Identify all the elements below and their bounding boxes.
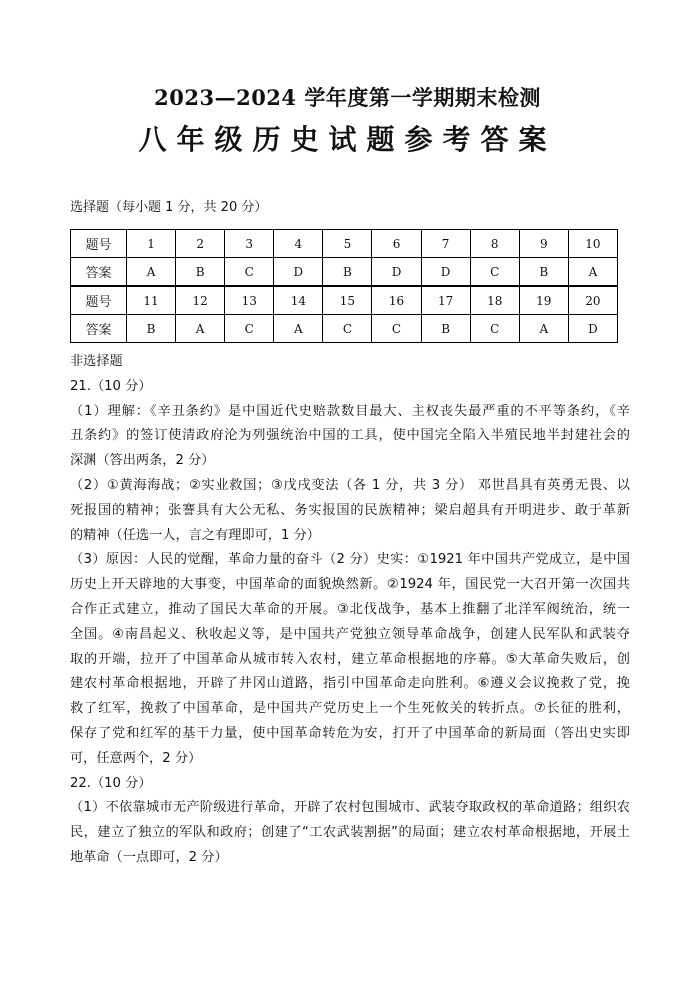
question-21-heading: 21.（10 分） — [70, 378, 152, 394]
answer-cell: B — [176, 258, 225, 287]
mc-section-label: 选择题（每小题 1 分，共 20 分） — [70, 200, 268, 215]
answer-line: 建农村革命根据地，开辟了井冈山道路，指引中国革命走向胜利。⑥遵义会议挽救了党，挽 — [70, 676, 630, 692]
table-row — [71, 315, 618, 343]
answer-line: 合作正式建立，推动了国民大革命的开展。③北伐战争，基本上推翻了北洋军阀统治，统一 — [70, 601, 630, 617]
page-subtitle: 八年级历史试题参考答案 — [138, 123, 557, 156]
answer-line: 的精神（任选一人，言之有理即可，1 分） — [70, 527, 320, 543]
question-number: 6 — [372, 230, 421, 258]
answer-cell: A — [127, 258, 176, 287]
answer-label: 答案 — [71, 315, 127, 343]
answer-cell: B — [421, 315, 470, 343]
question-number: 19 — [519, 286, 568, 315]
answer-cell: D — [274, 258, 323, 287]
answer-line: 取的开端，拉开了中国革命从城市转入农村，建立革命根据地的序幕。⑤大革命失败后，创 — [70, 651, 630, 667]
question-number: 11 — [127, 286, 176, 315]
page-title: 2023—2024 学年度第一学期期末检测 — [154, 85, 541, 110]
answer-cell: A — [519, 315, 568, 343]
question-number: 4 — [274, 230, 323, 258]
table-row — [71, 258, 618, 287]
question-number: 17 — [421, 286, 470, 315]
answer-line: 历史上开天辟地的大事变，中国革命的面貌焕然新。②1924 年，国民党一大召开第一次国共 — [70, 577, 630, 593]
question-number: 12 — [176, 286, 225, 315]
answer-line: （3）原因：人民的觉醒，革命力量的奋斗（2 分）史实：①1921 年中国共产党成立，是中国 — [70, 552, 630, 568]
question-number: 8 — [470, 230, 519, 258]
answer-cell: D — [421, 258, 470, 287]
question-number: 15 — [323, 286, 372, 315]
table-row — [71, 230, 618, 258]
answer-cell: C — [470, 258, 519, 287]
answer-line: 死报国的精神；张謇具有大公无私、务实报国的民族精神；梁启超具有开明进步、敢于革新 — [70, 502, 630, 518]
answer-line: 地革命（一点即可，2 分） — [70, 849, 228, 865]
answer-line: 深渊（答出两条，2 分） — [70, 453, 215, 469]
answer-cell: C — [225, 258, 274, 287]
answer-cell: C — [323, 315, 372, 343]
question-number: 14 — [274, 286, 323, 315]
section-heading: 非选择题 — [70, 354, 123, 369]
question-number: 5 — [323, 230, 372, 258]
answer-line: 民，建立了独立的军队和政府；创建了“工农武装割据”的局面；建立农村革命根据地，开展土 — [70, 825, 630, 841]
answer-cell: D — [372, 258, 421, 287]
answer-line: （2）①黄海海战；②实业救国；③戊戌变法（各 1 分，共 3 分） 邓世昌具有英勇无畏、以 — [70, 477, 630, 493]
question-number: 1 — [127, 230, 176, 258]
answer-line: 全国。④南昌起义、秋收起义等，是中国共产党独立领导革命战争，创建人民军队和武装夺 — [70, 626, 630, 642]
question-number-label: 题号 — [71, 230, 127, 258]
question-number: 18 — [470, 286, 519, 315]
question-number-label: 题号 — [71, 286, 127, 315]
table-row — [71, 286, 618, 315]
answer-cell: A — [568, 258, 617, 287]
answer-cell: D — [568, 315, 617, 343]
question-number: 16 — [372, 286, 421, 315]
answer-line: 保存了党和红军的基干力量，使中国革命转危为安，打开了中国革命的新局面（答出史实即 — [70, 725, 630, 741]
answer-cell: A — [274, 315, 323, 343]
answer-label: 答案 — [71, 258, 127, 287]
answer-cell: C — [470, 315, 519, 343]
question-number: 20 — [568, 286, 617, 315]
answer-cell: B — [519, 258, 568, 287]
answer-table — [70, 229, 618, 343]
answer-cell: B — [127, 315, 176, 343]
question-number: 2 — [176, 230, 225, 258]
question-number: 3 — [225, 230, 274, 258]
question-22-heading: 22.（10 分） — [70, 775, 152, 791]
question-number: 10 — [568, 230, 617, 258]
answer-cell: B — [323, 258, 372, 287]
answer-cell: A — [176, 315, 225, 343]
nonmc-section — [70, 350, 630, 871]
answer-cell: C — [225, 315, 274, 343]
answer-line: （1）理解：《辛丑条约》是中国近代史赔款数目最大、主权丧失最严重的不平等条约，《辛 — [70, 403, 630, 419]
question-number: 13 — [225, 286, 274, 315]
answer-line: （1）不依靠城市无产阶级进行革命，开辟了农村包围城市、武装夺取政权的革命道路；组织农 — [70, 800, 630, 816]
answer-cell: C — [372, 315, 421, 343]
answer-line: 可，任意两个，2 分） — [70, 750, 202, 766]
answer-line: 救了红军，挽救了中国革命，是中国共产党历史上一个生死攸关的转折点。⑦长征的胜利， — [70, 701, 630, 717]
question-number: 9 — [519, 230, 568, 258]
question-number: 7 — [421, 230, 470, 258]
answer-line: 丑条约》的签订使清政府沦为列强统治中国的工具，使中国完全陷入半殖民地半封建社会的 — [70, 428, 630, 444]
